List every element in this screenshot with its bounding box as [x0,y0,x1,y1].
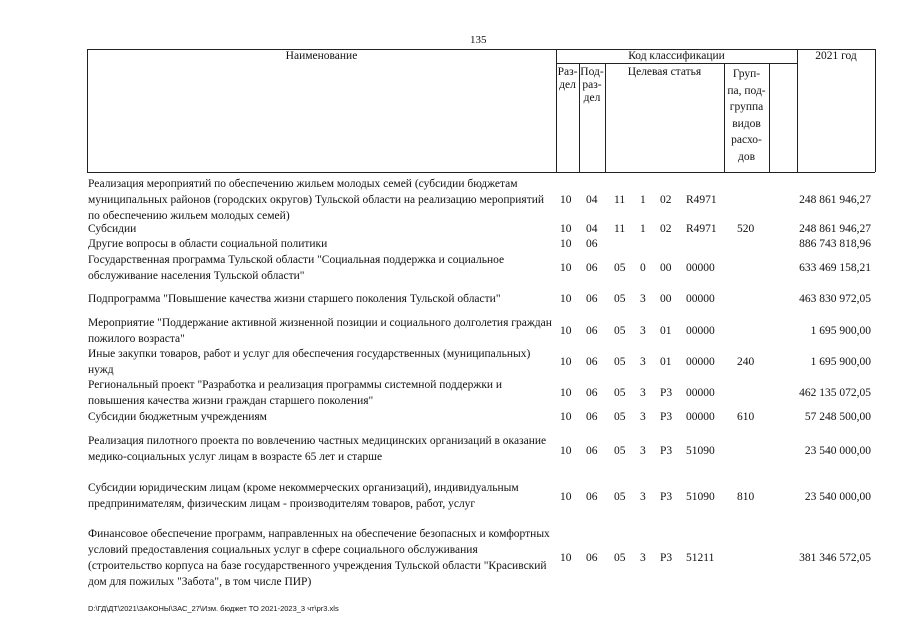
cell-amount: 23 540 000,00 [804,491,871,503]
cell-direction: 00000 [686,411,715,423]
table-row [0,346,905,378]
cell-podrazdel: 04 [586,223,598,235]
header-vid: Груп- па, под- группа видов расхо- дов [727,68,766,163]
cell-amount: 381 346 572,05 [799,552,871,564]
cell-program: 05 [614,262,626,274]
table-row [0,252,905,284]
cell-program: 05 [614,325,626,337]
cell-amount: 886 743 818,96 [799,238,871,250]
cell-amount: 1 695 900,00 [810,325,871,337]
header-name: Наименование [285,50,358,62]
cell-vid: 810 [737,491,755,503]
cell-program: 05 [614,491,626,503]
row-name: Региональный проект "Разработка и реализация программы системной поддержки и повышения качества жизни граждан старшего поколения" [88,379,503,407]
cell-program: 05 [614,293,626,305]
table-row [0,291,905,307]
cell-activity: 02 [660,223,672,235]
cell-direction: 51090 [686,491,715,503]
cell-podrazdel: 06 [586,356,598,368]
cell-amount: 248 861 946,27 [799,223,871,235]
cell-program: 05 [614,411,626,423]
cell-program: 05 [614,552,626,564]
cell-activity: P3 [660,411,673,423]
cell-amount: 463 830 972,05 [799,293,871,305]
col-divider [87,49,88,172]
table-row [0,176,905,224]
header-year: 2021 год [815,50,857,62]
table-row [0,221,905,237]
cell-podrazdel: 06 [586,238,598,250]
cell-program: 11 [614,194,626,206]
cell-direction: R4971 [686,223,717,235]
cell-amount: 633 469 158,21 [799,262,871,274]
cell-activity: P3 [660,445,673,457]
col-divider [875,49,876,172]
col-divider [605,63,606,172]
table-row [0,480,905,512]
cell-activity: 00 [660,262,672,274]
row-name: Иные закупки товаров, работ и услуг для обеспечения государственных (муниципальных) нужд [88,348,531,376]
cell-podrazdel: 06 [586,445,598,457]
cell-direction: 00000 [686,325,715,337]
header-razdel: Раз- дел [557,66,578,92]
row-name: Субсидии бюджетным учреждениям [88,411,267,423]
cell-amount: 1 695 900,00 [810,356,871,368]
cell-subprogram: 3 [640,293,646,305]
header-bottom-border [87,172,875,173]
cell-direction: 51211 [686,552,715,564]
table-row [0,433,905,465]
header-target: Целевая статья [627,66,702,78]
cell-razdel: 10 [560,194,572,206]
table-row [0,409,905,425]
cell-podrazdel: 06 [586,552,598,564]
row-name: Государственная программа Тульской области "Социальная поддержка и социальное обслуживание населения Тульской области" [88,254,505,282]
cell-razdel: 10 [560,223,572,235]
cell-vid: 610 [737,411,755,423]
col-divider [797,49,798,172]
table-row [0,377,905,409]
cell-activity: 00 [660,293,672,305]
row-name: Финансовое обеспечение программ, направленных на обеспечение безопасных и комфортных условий предоставления социальных услуг в сфере социального обслуживания (строительство корпуса на базе государственного учреждения Тульской области "Красивский дом для пожилых "Забота", в том числе ПИР) [88,528,550,588]
cell-program: 05 [614,445,626,457]
cell-activity: 01 [660,325,672,337]
cell-razdel: 10 [560,387,572,399]
row-name: Субсидии [88,223,137,235]
cell-subprogram: 3 [640,552,646,564]
cell-razdel: 10 [560,356,572,368]
row-name: Подпрограмма "Повышение качества жизни старшего поколения Тульской области" [88,293,501,305]
cell-subprogram: 3 [640,356,646,368]
table-row [0,315,905,347]
row-name: Мероприятие "Поддержание активной жизненной позиции и социального долголетия граждан пожилого возраста" [88,317,552,345]
page-number: 135 [470,34,487,46]
cell-razdel: 10 [560,491,572,503]
cell-razdel: 10 [560,238,572,250]
cell-subprogram: 1 [640,194,646,206]
cell-activity: P3 [660,387,673,399]
cell-subprogram: 1 [640,223,646,235]
cell-subprogram: 0 [640,262,646,274]
cell-podrazdel: 06 [586,411,598,423]
cell-subprogram: 3 [640,411,646,423]
cell-podrazdel: 06 [586,491,598,503]
header-podrazdel: Под- раз- дел [580,66,604,105]
table-row [0,236,905,252]
cell-razdel: 10 [560,445,572,457]
file-path-footer: D:\ГД\ДТ\2021\ЗАКОНЫ\ЗАС_27\Изм. бюджет ТО 2021-2023_3 чт\pr3.xls [88,604,339,613]
table-row [0,526,905,590]
cell-podrazdel: 04 [586,194,598,206]
header-code-group: Код классификации [628,50,725,62]
cell-direction: 00000 [686,293,715,305]
cell-razdel: 10 [560,262,572,274]
cell-subprogram: 3 [640,325,646,337]
cell-razdel: 10 [560,411,572,423]
cell-activity: P3 [660,491,673,503]
cell-program: 05 [614,356,626,368]
cell-subprogram: 3 [640,387,646,399]
cell-razdel: 10 [560,552,572,564]
cell-podrazdel: 06 [586,387,598,399]
cell-direction: 00000 [686,262,715,274]
cell-podrazdel: 06 [586,293,598,305]
cell-podrazdel: 06 [586,262,598,274]
cell-vid: 240 [737,356,755,368]
cell-activity: 02 [660,194,672,206]
col-divider [769,63,770,172]
cell-direction: 00000 [686,356,715,368]
cell-subprogram: 3 [640,491,646,503]
cell-amount: 57 248 500,00 [804,411,871,423]
row-name: Субсидии юридическим лицам (кроме некоммерческих организаций), индивидуальным предпринимателям, физическим лицам - производителям товаров, работ, услуг [88,482,519,510]
cell-subprogram: 3 [640,445,646,457]
cell-podrazdel: 06 [586,325,598,337]
cell-vid: 520 [737,223,755,235]
row-name: Реализация пилотного проекта по вовлечению частных медицинских организаций в оказание медико-социальных услуг лицам в возрасте 65 лет и старше [88,435,547,463]
cell-amount: 248 861 946,27 [799,194,871,206]
cell-direction: R4971 [686,194,717,206]
row-name: Реализация мероприятий по обеспечению жильем молодых семей (субсидии бюджетам муниципальных районов (городских округов) Тульской области на реализацию мероприятий по обеспечению жильем молодых семей) [88,178,545,222]
cell-program: 05 [614,387,626,399]
cell-razdel: 10 [560,293,572,305]
cell-program: 11 [614,223,626,235]
cell-amount: 462 135 072,05 [799,387,871,399]
cell-direction: 51090 [686,445,715,457]
cell-activity: 01 [660,356,672,368]
cell-razdel: 10 [560,325,572,337]
cell-activity: P3 [660,552,673,564]
cell-amount: 23 540 000,00 [804,445,871,457]
cell-direction: 00000 [686,387,715,399]
row-name: Другие вопросы в области социальной политики [88,238,328,250]
